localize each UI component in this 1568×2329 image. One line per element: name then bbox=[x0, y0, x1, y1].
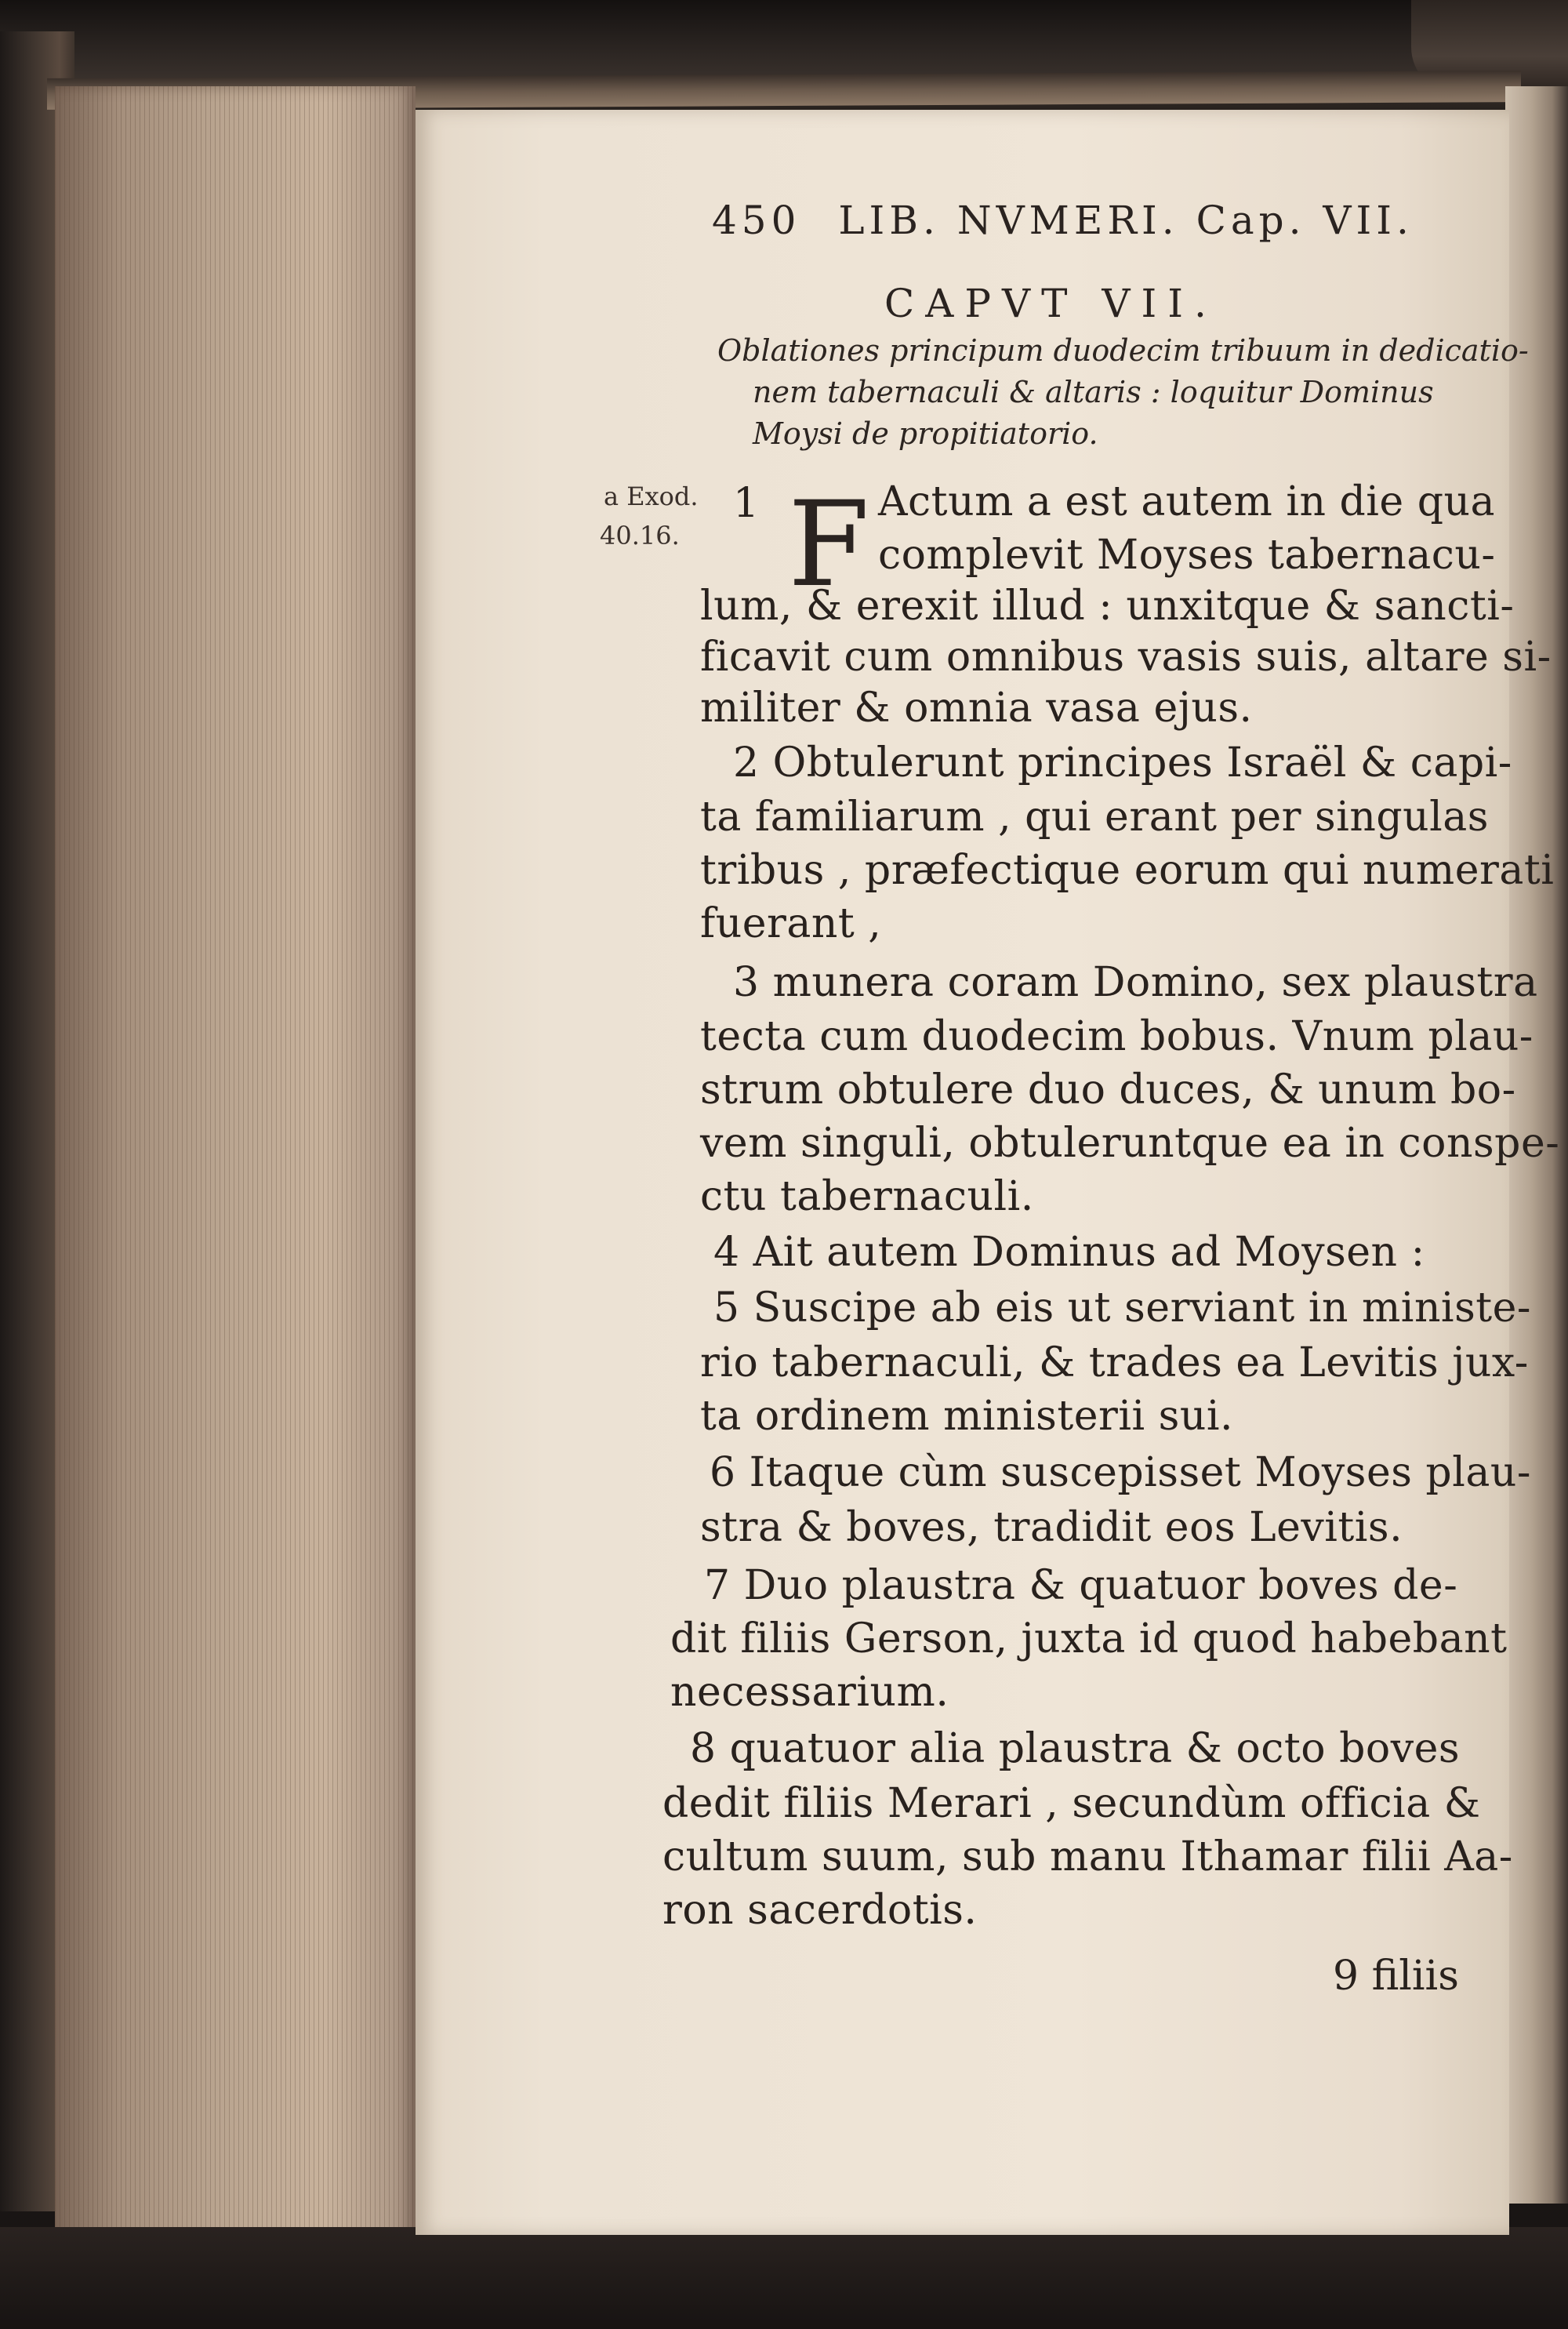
text-line: dit filiis Gerson, juxta id quod habebant bbox=[670, 1615, 1508, 1662]
text-line: dedit filiis Merari , secundùm officia & bbox=[662, 1780, 1481, 1827]
text-line: ctu tabernaculi. bbox=[700, 1173, 1034, 1220]
summary-line: Oblationes principum duodecim tribuum in dedicatio- bbox=[717, 333, 1529, 368]
text-line: 2 Obtulerunt principes Israël & capi- bbox=[733, 739, 1512, 787]
text-line: rio tabernaculi, & trades ea Levitis jux- bbox=[700, 1339, 1529, 1386]
drop-cap: F bbox=[788, 477, 870, 613]
text-line: ron sacerdotis. bbox=[662, 1887, 978, 1934]
catchword: 9 filiis bbox=[1333, 1953, 1459, 2000]
margin-note: a Exod. bbox=[604, 481, 699, 511]
text-line: 4 Ait autem Dominus ad Moysen : bbox=[713, 1229, 1425, 1276]
text-line: 5 Suscipe ab eis ut serviant in ministe- bbox=[713, 1284, 1531, 1332]
text-line: 6 Itaque cùm suscepisset Moyses plau- bbox=[710, 1449, 1531, 1496]
page-block-edges bbox=[55, 86, 416, 2251]
text-line: Actum a est autem in die qua bbox=[878, 478, 1495, 525]
summary-line: Moysi de propitiatorio. bbox=[753, 416, 1098, 451]
text-line: militer & omnia vasa ejus. bbox=[700, 685, 1253, 732]
running-title: LIB. NVMERI. Cap. VII. bbox=[838, 198, 1414, 243]
bottom-shadow bbox=[0, 2227, 1568, 2329]
text-line: 3 munera coram Domino, sex plaustra bbox=[733, 959, 1538, 1006]
text-line: tecta cum duodecim bobus. Vnum plau- bbox=[700, 1013, 1534, 1060]
summary-line: nem tabernaculi & altaris : loquitur Dominus bbox=[753, 375, 1434, 409]
text-line: 8 quatuor alia plaustra & octo boves bbox=[690, 1725, 1461, 1772]
text-line: stra & boves, tradidit eos Levitis. bbox=[700, 1504, 1403, 1551]
text-line: necessarium. bbox=[670, 1669, 949, 1716]
text-line: cultum suum, sub manu Ithamar filii Aa- bbox=[662, 1833, 1513, 1880]
text-line: 7 Duo plaustra & quatuor boves de- bbox=[704, 1562, 1458, 1609]
text-line: ta ordinem ministerii sui. bbox=[700, 1393, 1234, 1440]
text-line: strum obtulere duo duces, & unum bo- bbox=[700, 1066, 1516, 1114]
text-line: ficavit cum omnibus vasis suis, altare si- bbox=[700, 634, 1552, 681]
text-line: lum, & erexit illud : unxitque & sancti- bbox=[700, 583, 1515, 630]
page-number: 450 bbox=[712, 198, 801, 243]
text-line: fuerant , bbox=[700, 900, 882, 947]
chapter-title: CAPVT VII. bbox=[884, 281, 1218, 326]
text-line: vem singuli, obtuleruntque ea in conspe- bbox=[700, 1120, 1560, 1167]
text-line: tribus , præfectique eorum qui numerati bbox=[700, 847, 1555, 894]
text-line: ta familiarum , qui erant per singulas bbox=[700, 794, 1489, 841]
text-line: complevit Moyses tabernacu- bbox=[878, 532, 1496, 579]
margin-note: 40.16. bbox=[600, 521, 680, 550]
verse-number: 1 bbox=[733, 480, 760, 527]
running-head bbox=[712, 198, 1414, 243]
